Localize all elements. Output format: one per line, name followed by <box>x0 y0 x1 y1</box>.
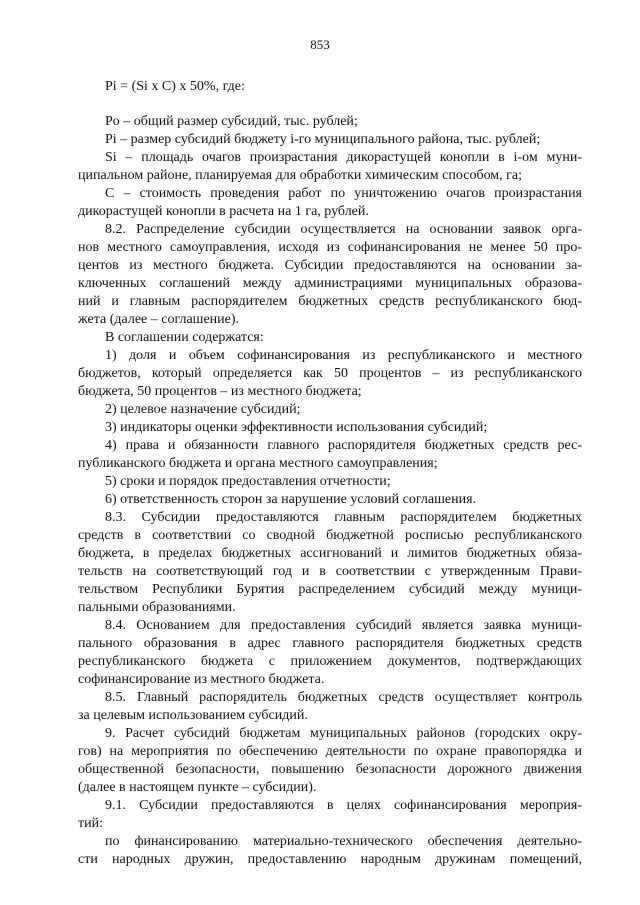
text-line: по финансированию материально-технического обеспечения деятельно- <box>105 834 582 849</box>
page-number: 853 <box>310 37 330 52</box>
text-line: тельств на соответствующий год и в соответствии с утвержденным Прави- <box>78 564 582 579</box>
text-line: гов) на мероприятия по обеспечению деятельности по охране правопорядка и <box>78 744 582 759</box>
paragraph <box>78 131 582 149</box>
text-line: 2) целевое назначение субсидий; <box>105 402 301 417</box>
paragraph <box>78 185 582 221</box>
text-line: 5) сроки и порядок предоставления отчетности; <box>105 474 391 489</box>
text-line: 9.1. Субсидии предоставляются в целях софинансирования мероприя- <box>105 798 582 813</box>
text-line: публиканского бюджета и органа местного самоуправления; <box>78 456 438 471</box>
text-line: нов местного самоуправления, исходя из софинансирования не менее 50 про- <box>78 240 582 255</box>
text-line: средств в соответствии со сводной бюджетной росписью республиканского <box>78 528 582 543</box>
text-line: жета (далее – соглашение). <box>78 312 240 327</box>
formula-line: Pi = (Si x C) x 50%, где: <box>105 79 245 94</box>
text-line: сти народных дружин, предоставлению народным дружинам помещений, <box>78 852 582 867</box>
paragraph <box>78 689 582 725</box>
text-line: общественной безопасности, повышению безопасности дорожного движения <box>78 762 582 777</box>
text-line: 8.5. Главный распорядитель бюджетных средств осуществляет контроль <box>105 690 582 705</box>
paragraph <box>78 509 582 617</box>
text-line: бюджетов, который определяется как 50 процентов – из республиканского <box>78 366 582 381</box>
paragraph <box>78 437 582 473</box>
paragraph <box>78 725 582 797</box>
text-line: ключенных соглашений между администрациями муниципальных образова- <box>78 276 582 291</box>
text-line: 9. Расчет субсидий бюджетам муниципальных районов (городских окру- <box>105 726 582 741</box>
paragraph <box>78 419 582 437</box>
paragraph <box>78 401 582 419</box>
text-line: ний и главным распорядителем бюджетных средств республиканского бюд- <box>78 294 582 309</box>
paragraph <box>78 473 582 491</box>
text-line: тий: <box>78 816 103 831</box>
paragraph <box>78 149 582 185</box>
paragraph <box>78 221 582 329</box>
paragraph <box>78 833 582 869</box>
paragraph <box>78 797 582 833</box>
paragraph <box>78 347 582 401</box>
text-line: 8.2. Распределение субсидии осуществляется на основании заявок орга- <box>105 222 582 237</box>
paragraph <box>78 617 582 689</box>
text-line: тельством Республики Бурятия распределением субсидий между муници- <box>78 582 582 597</box>
text-line: 6) ответственность сторон за нарушение условий соглашения. <box>105 492 477 507</box>
text-line: бюджета, 50 процентов – из местного бюджета; <box>78 384 362 399</box>
text-line: 8.3. Субсидии предоставляются главным распорядителем бюджетных <box>105 510 582 525</box>
text-line: Si – площадь очагов произрастания дикорастущей конопли в i-ом муни- <box>105 150 582 165</box>
text-line: ципальном районе, планируемая для обработки химическим способом, га; <box>78 168 523 183</box>
text-line: пальными образованиями. <box>78 600 236 615</box>
text-line: 8.4. Основанием для предоставления субсидий является заявка муници- <box>105 618 582 633</box>
text-line: Pо – общий размер субсидий, тыс. рублей; <box>105 114 358 129</box>
text-line: за целевым использованием субсидий. <box>78 708 308 723</box>
text-line: (далее в настоящем пункте – субсидии). <box>78 780 317 795</box>
text-line: Pi – размер субсидий бюджету i-го муниципального района, тыс. рублей; <box>105 132 541 147</box>
text-line: центов из местного бюджета. Субсидии предоставляются на основании за- <box>78 258 582 273</box>
text-line: В соглашении содержатся: <box>105 330 264 345</box>
text-line: пального образования в адрес главного распорядителя бюджетных средств <box>78 636 582 651</box>
paragraph <box>78 329 582 347</box>
text-line: софинансирование из местного бюджета. <box>78 672 325 687</box>
paragraph <box>78 491 582 509</box>
text-line: дикорастущей конопли в расчета на 1 га, рублей. <box>78 204 369 219</box>
text-line: 1) доля и объем софинансирования из республиканского и местного <box>105 348 582 363</box>
document-body <box>78 78 582 869</box>
text-line: 3) индикаторы оценки эффективности использования субсидий; <box>105 420 488 435</box>
text-line: бюджета, в пределах бюджетных ассигнований и лимитов бюджетных обяза- <box>78 546 582 561</box>
text-line: 4) права и обязанности главного распорядителя бюджетных средств рес- <box>105 438 582 453</box>
text-line: C – стоимость проведения работ по уничтожению очагов произрастания <box>105 186 582 201</box>
paragraph <box>78 113 582 131</box>
text-line: республиканского бюджета с приложением документов, подтверждающих <box>78 654 582 669</box>
